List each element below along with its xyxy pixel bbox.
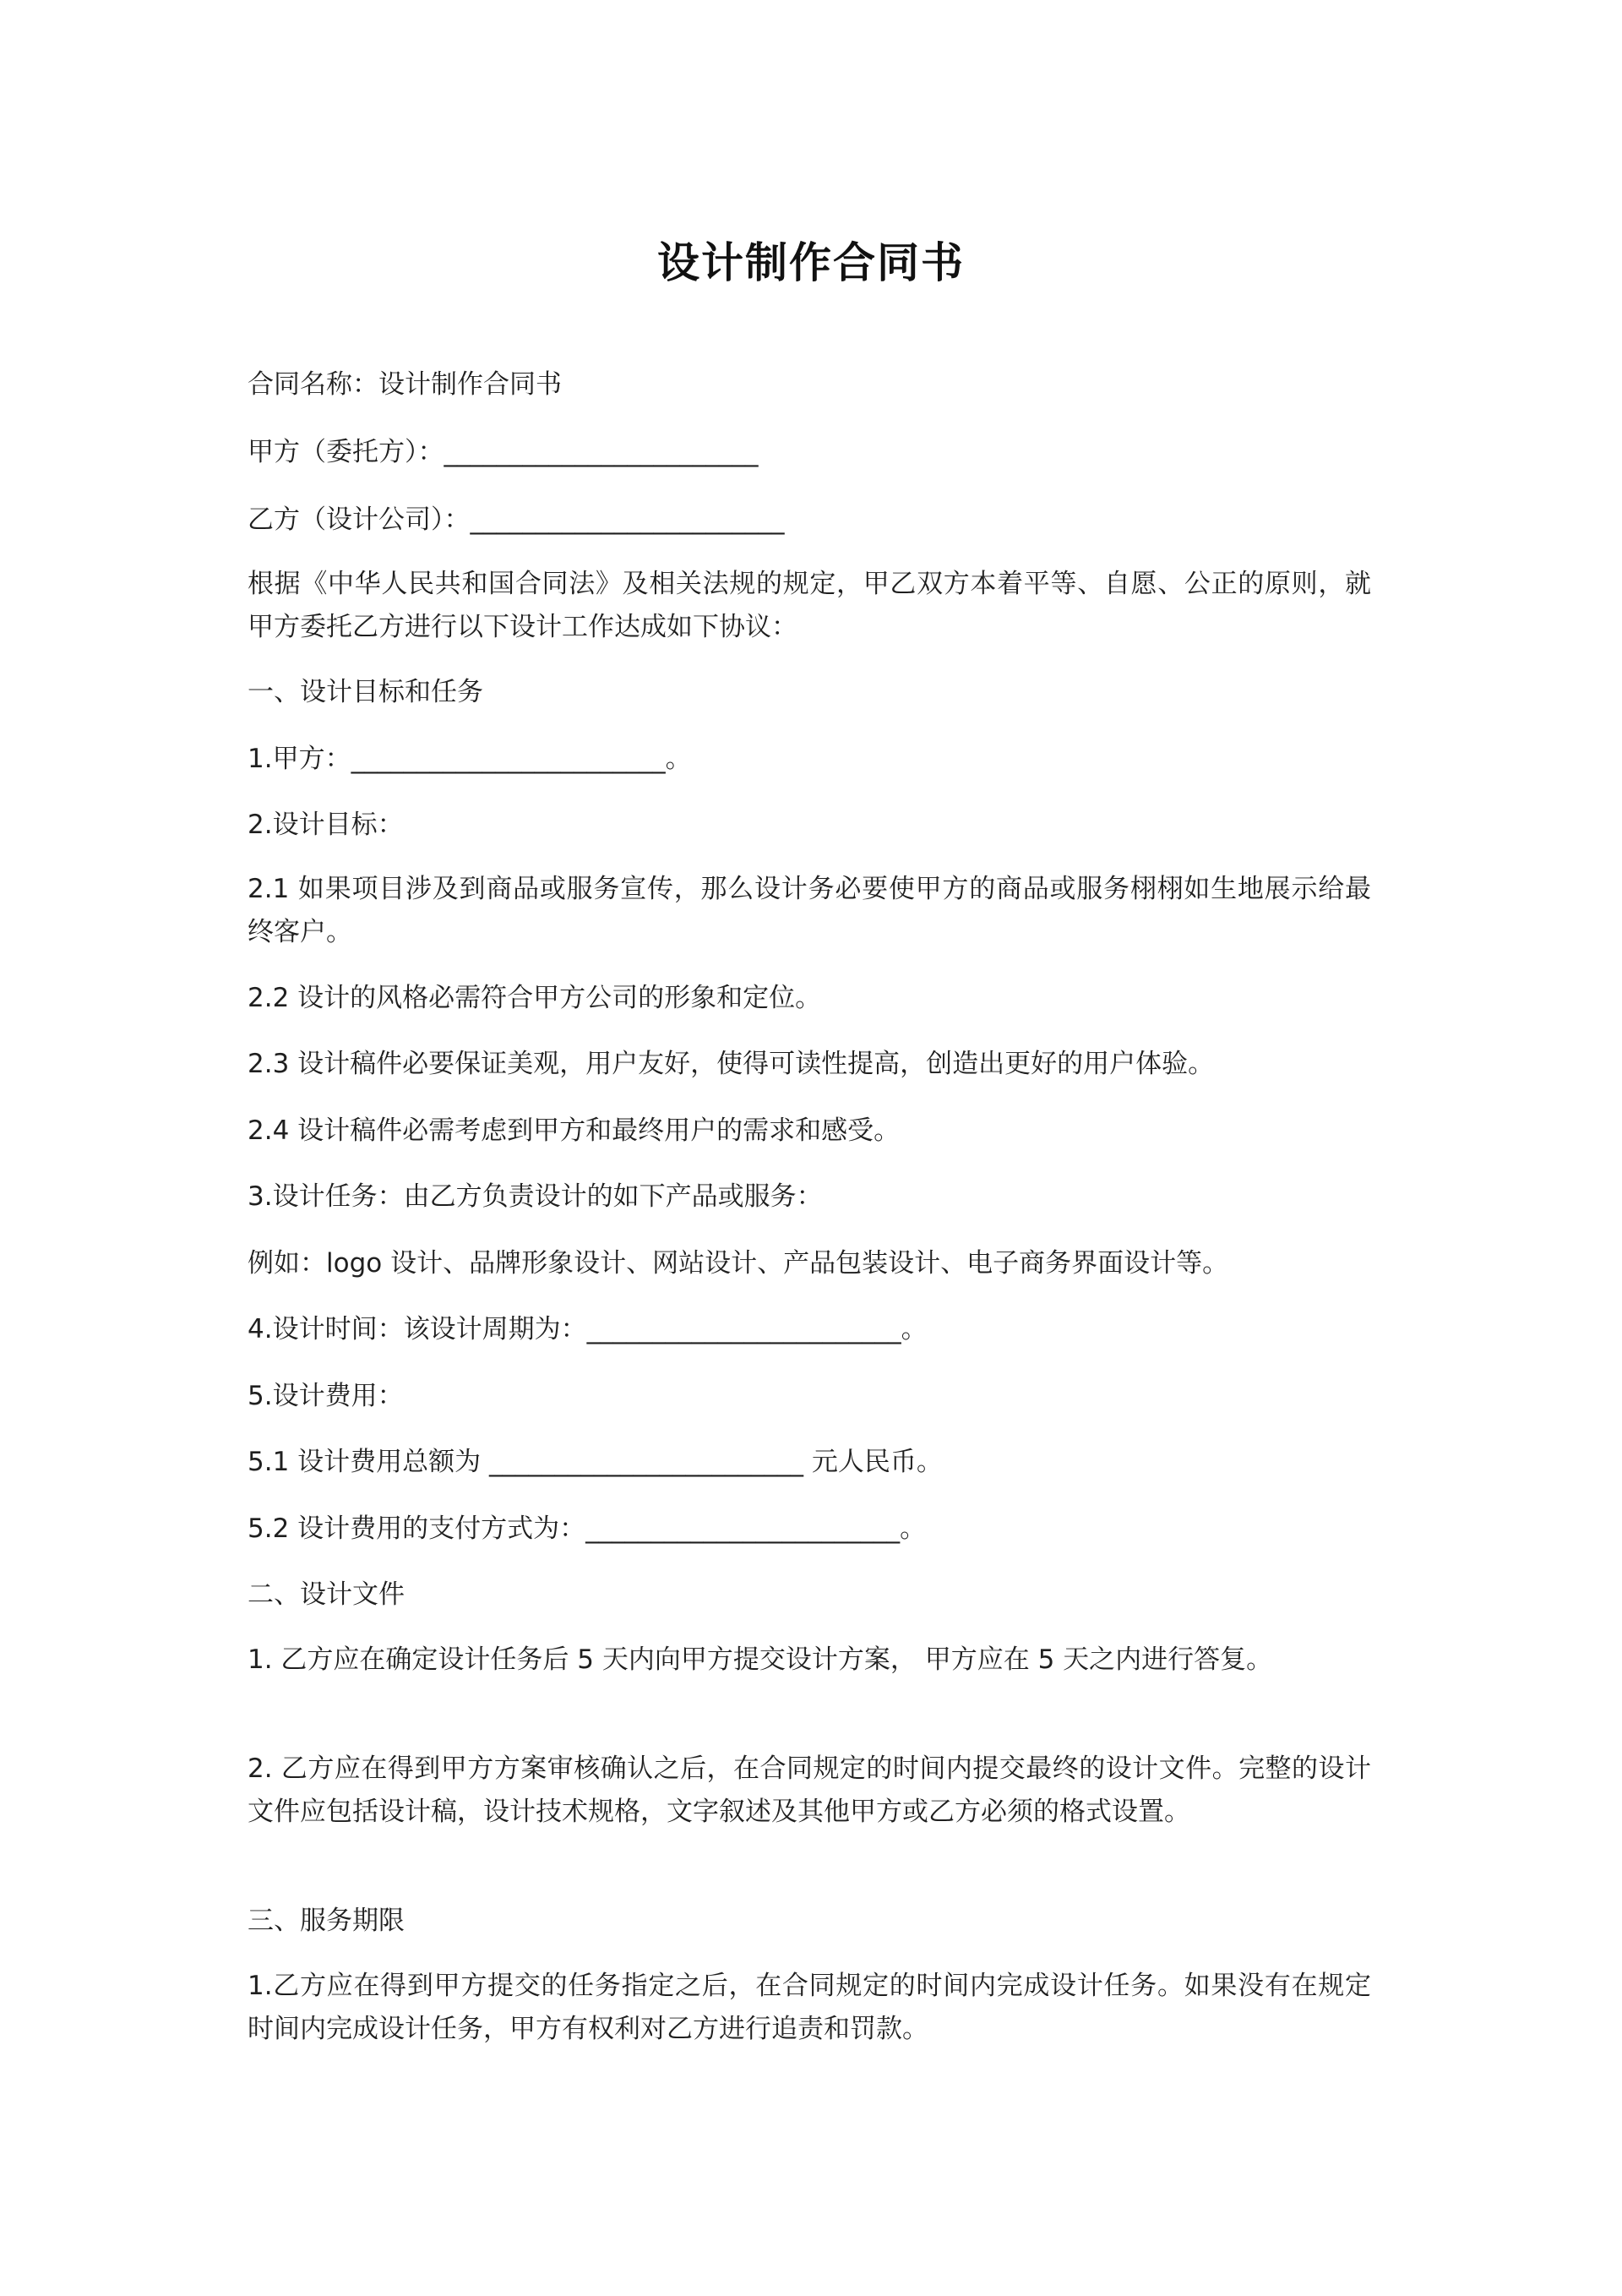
item-3-example: 例如：logo 设计、品牌形象设计、网站设计、产品包装设计、电子商务界面设计等。 bbox=[248, 1248, 1229, 1279]
item-5-2: 5.2 设计费用的支付方式为：________________________。 bbox=[248, 1513, 927, 1544]
party-a-line: 甲方（委托方）：________________________ bbox=[248, 437, 759, 467]
section-1-heading: 一、设计目标和任务 bbox=[248, 677, 483, 707]
item-2-2: 2.2 设计的风格必需符合甲方公司的形象和定位。 bbox=[248, 983, 822, 1013]
section-2-item-2: 2. 乙方应在得到甲方方案审核确认之后，在合同规定的时间内提交最终的设计文件。完整的设计文件应包括设计稿，设计技术规格，文字叙述及其他甲方或乙方必须的格式设置。 bbox=[248, 1753, 1371, 1827]
contract-name-line: 合同名称：设计制作合同书 bbox=[248, 369, 562, 400]
section-2-heading: 二、设计文件 bbox=[248, 1579, 405, 1610]
item-2-3: 2.3 设计稿件必要保证美观，用户友好，使得可读性提高，创造出更好的用户体验。 bbox=[248, 1049, 1215, 1079]
item-2-1: 2.1 如果项目涉及到商品或服务宣传，那么设计务必要使甲方的商品或服务栩栩如生地展示给最终客户。 bbox=[248, 874, 1371, 947]
section-3-heading: 三、服务期限 bbox=[248, 1906, 405, 1936]
document-title: 设计制作合同书 bbox=[657, 237, 965, 287]
item-5-design-fee: 5.设计费用： bbox=[248, 1381, 404, 1411]
item-2-4: 2.4 设计稿件必需考虑到甲方和最终用户的需求和感受。 bbox=[248, 1115, 901, 1146]
section-3-item-1: 1.乙方应在得到甲方提交的任务指定之后，在合同规定的时间内完成设计任务。如果没有在规定时间内完成设计任务，甲方有权利对乙方进行追责和罚款。 bbox=[248, 1971, 1371, 2044]
preamble-paragraph: 根据《中华人民共和国合同法》及相关法规的规定，甲乙双方本着平等、自愿、公正的原则，就甲方委托乙方进行以下设计工作达成如下协议： bbox=[248, 569, 1371, 642]
item-4-design-time: 4.设计时间：该设计周期为：________________________。 bbox=[248, 1314, 928, 1344]
item-1-party-a: 1.甲方：________________________。 bbox=[248, 744, 692, 774]
section-2-item-1: 1. 乙方应在确定设计任务后 5 天内向甲方提交设计方案， 甲方应在 5 天之内进行答复。 bbox=[248, 1644, 1273, 1675]
item-5-1: 5.1 设计费用总额为 ________________________ 元人民币。 bbox=[248, 1447, 943, 1477]
party-b-line: 乙方（设计公司）：________________________ bbox=[248, 504, 785, 535]
item-2-design-goal: 2.设计目标： bbox=[248, 810, 404, 840]
item-3-design-task: 3.设计任务：由乙方负责设计的如下产品或服务： bbox=[248, 1181, 823, 1212]
